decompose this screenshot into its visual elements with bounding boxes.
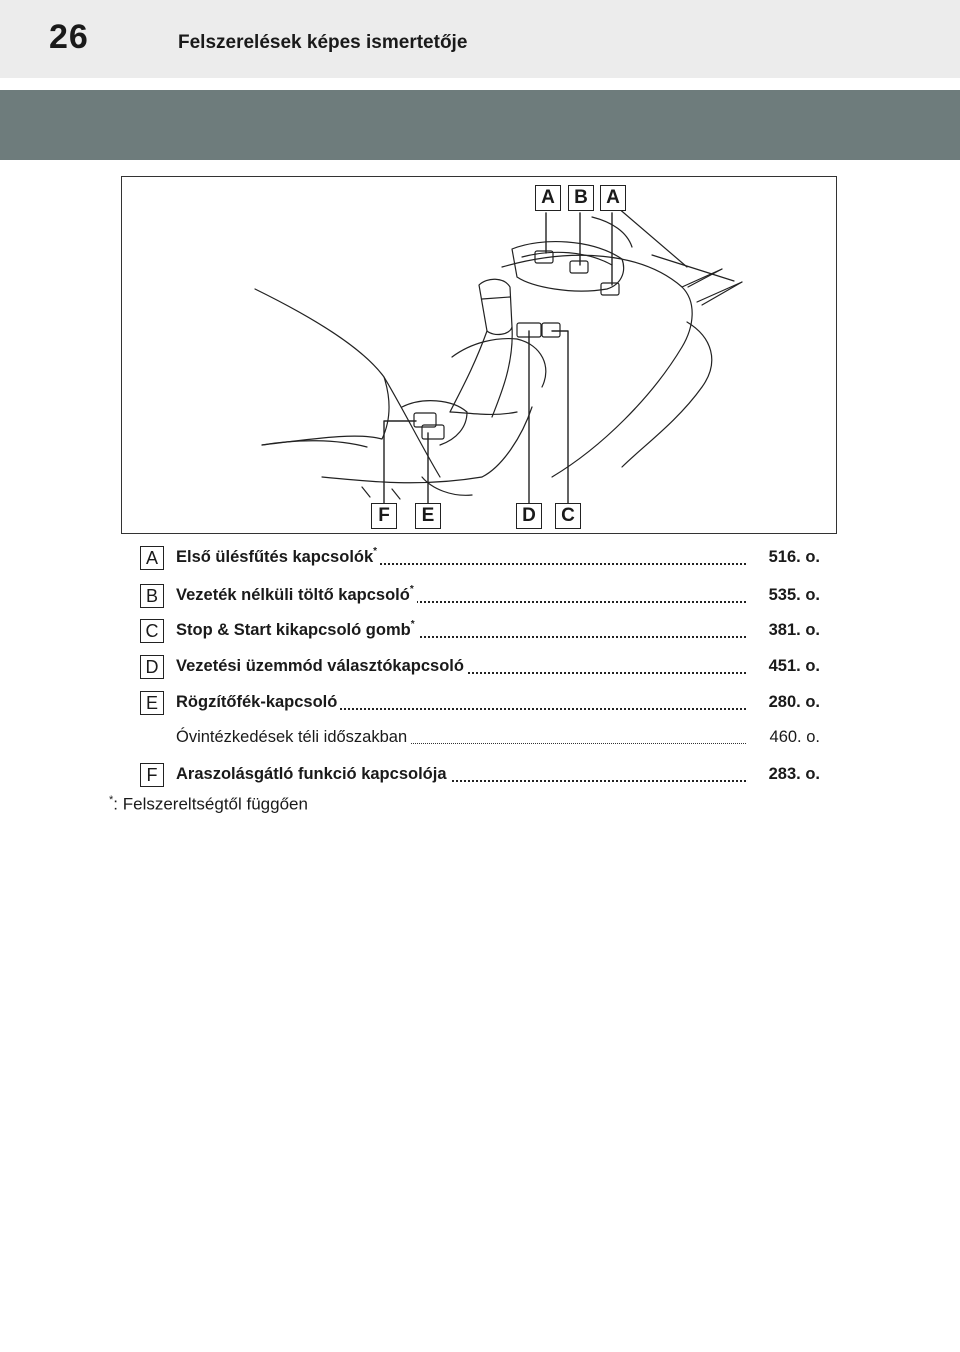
- legend-item-e: [140, 691, 820, 717]
- page-number: 26: [49, 18, 89, 56]
- legend-letter: D: [140, 655, 164, 679]
- page-reference: 535. o.: [765, 586, 820, 605]
- legend-letter: B: [140, 584, 164, 608]
- figure-label-b: B: [568, 185, 594, 211]
- legend-label: Óvintézkedések téli időszakban: [176, 728, 410, 747]
- section-band: [0, 90, 960, 160]
- legend-item-d: [140, 655, 820, 681]
- legend-label: Első ülésfűtés kapcsolók*: [176, 548, 380, 567]
- legend-letter: C: [140, 619, 164, 643]
- page-reference: 516. o.: [765, 548, 820, 567]
- legend-letter: F: [140, 763, 164, 787]
- legend-label: Vezeték nélküli töltő kapcsoló*: [176, 586, 417, 605]
- legend-letter: E: [140, 691, 164, 715]
- center-console-drawing: [122, 177, 838, 535]
- legend-label: Araszolásgátló funkció kapcsolója: [176, 765, 450, 784]
- page-reference: 381. o.: [765, 621, 820, 640]
- legend-label: Stop & Start kikapcsoló gomb*: [176, 621, 418, 640]
- page-reference: 283. o.: [765, 765, 820, 784]
- legend-item-f: [140, 763, 820, 789]
- footnote-marker: *: [109, 794, 114, 806]
- legend-label: Rögzítőfék-kapcsoló: [176, 693, 340, 712]
- legend-label: Vezetési üzemmód választókapcsoló: [176, 657, 467, 676]
- figure-label-a-right: A: [600, 185, 626, 211]
- legend-item-b: [140, 584, 820, 610]
- legend-letter: A: [140, 546, 164, 570]
- legend-item-a: [140, 546, 820, 572]
- figure-label-a-left: A: [535, 185, 561, 211]
- page-header: [0, 0, 960, 78]
- figure-label-d: D: [516, 503, 542, 529]
- page-reference: 460. o.: [766, 728, 820, 747]
- figure-label-c: C: [555, 503, 581, 529]
- footnote-text: : Felszereltségtől függően: [113, 794, 308, 814]
- page-reference: 451. o.: [765, 657, 820, 676]
- figure-label-f: F: [371, 503, 397, 529]
- console-illustration: [121, 176, 837, 534]
- page-title: Felszerelések képes ismertetője: [178, 32, 468, 53]
- legend-item-c: [140, 619, 820, 645]
- page-reference: 280. o.: [765, 693, 820, 712]
- legend-subitem-winter: [140, 726, 820, 752]
- footnote: [109, 794, 308, 815]
- figure-label-e: E: [415, 503, 441, 529]
